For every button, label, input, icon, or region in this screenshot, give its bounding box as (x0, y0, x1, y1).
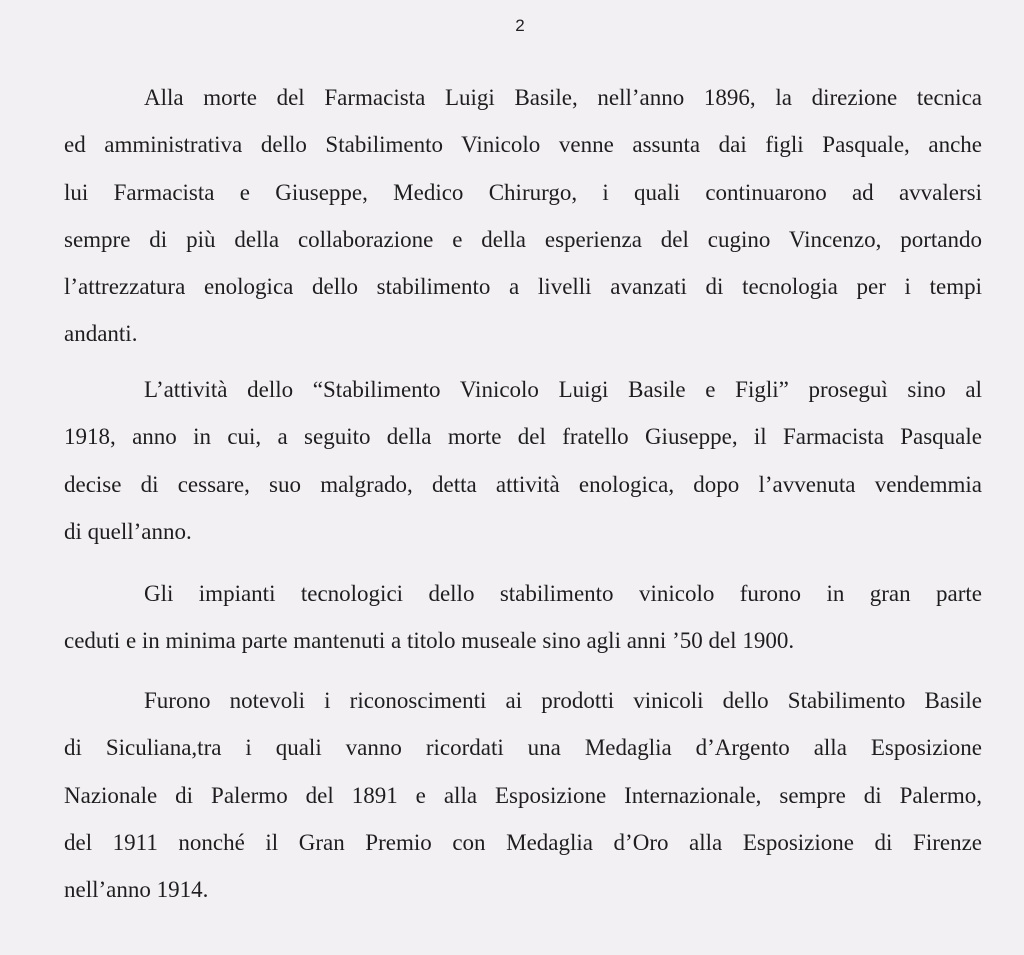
paragraph-line: andanti. (64, 321, 138, 347)
paragraph-2 (64, 366, 982, 555)
paragraph-line: sempre di più della collaborazione e della esperienza del cugino Vincenzo, portando (64, 226, 982, 252)
paragraph-line: decise di cessare, suo malgrado, detta attività enologica, dopo l’avvenuta vendemmia (64, 471, 982, 497)
paragraph-3 (64, 570, 982, 665)
paragraph-line: ceduti e in minima parte mantenuti a titolo museale sino agli anni ’50 del 1900. (64, 628, 795, 654)
paragraph-line: Furono notevoli i riconoscimenti ai prodotti vinicoli dello Stabilimento Basile (144, 688, 982, 713)
paragraph-line: del 1911 nonché il Gran Premio con Medaglia d’Oro alla Esposizione di Firenze (64, 829, 982, 855)
paragraph-line: ed amministrativa dello Stabilimento Vinicolo venne assunta dai figli Pasquale, anche (64, 132, 982, 158)
paragraph-line: nell’anno 1914. (64, 877, 209, 903)
paragraph-line: 1918, anno in cui, a seguito della morte del fratello Giuseppe, il Farmacista Pasquale (64, 424, 982, 450)
paragraph-line: Nazionale di Palermo del 1891 e alla Esposizione Internazionale, sempre di Palermo, (64, 782, 982, 808)
paragraph-4 (64, 677, 982, 913)
paragraph-line: di Siculiana,tra i quali vanno ricordati una Medaglia d’Argento alla Esposizione (64, 735, 982, 761)
paragraph-line: Gli impianti tecnologici dello stabilimento vinicolo furono in gran parte (144, 581, 982, 606)
page-number: 2 (515, 16, 525, 35)
paragraph-line: L’attività dello “Stabilimento Vinicolo Luigi Basile e Figli” proseguì sino al (144, 377, 982, 402)
paragraph-line: lui Farmacista e Giuseppe, Medico Chirurgo, i quali continuarono ad avvalersi (64, 179, 982, 205)
paragraph-line: l’attrezzatura enologica dello stabilimento a livelli avanzati di tecnologia per i tempi (64, 274, 982, 300)
paragraph-line: di quell’anno. (64, 518, 192, 544)
paragraph-1 (64, 74, 982, 358)
paragraph-line: Alla morte del Farmacista Luigi Basile, nell’anno 1896, la direzione tecnica (144, 85, 982, 110)
